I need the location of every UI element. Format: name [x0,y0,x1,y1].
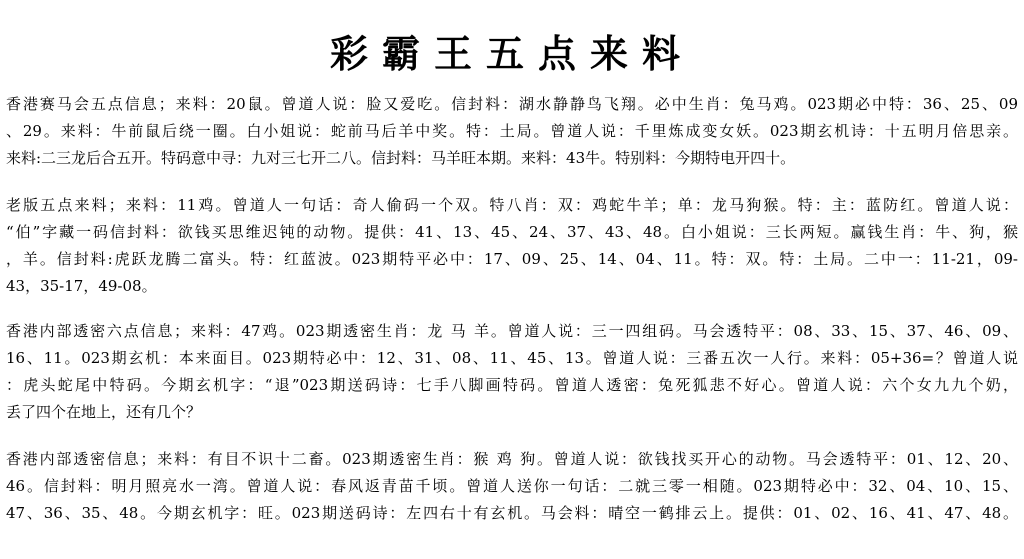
text-line: 16、11。023期玄机：本来面目。023期特必中：12、31、08、11、45、13。曾道人说：三番五次一人行。来料：05+36=？曾道人说 [6,349,1018,367]
section-hk-jockey-club [6,91,1018,172]
text-line: 来料:二三龙后合五开。特码意中寻：九对三七开二八。信封料：马羊旺本期。来料：43牛。特别料：今期特电开四十。 [6,149,796,167]
text-line: 46。信封料：明月照亮水一湾。曾道人说：春风返青苗千顷。曾道人送你一句话：二就三零一相随。023期特必中：32、04、10、15、 [6,477,1018,495]
section-hk-internal [6,446,1018,527]
text-line: 香港赛马会五点信息；来料：20鼠。曾道人说：脸又爱吃。信封料：湖水静静鸟飞翔。必中生肖：兔马鸡。023期必中特：36、25、09 [6,95,1018,113]
text-line: ：虎头蛇尾中特码。今期玄机字：“退”023期送码诗：七手八脚画特码。曾道人透密：兔死狐悲不好心。曾道人说：六个女九九个奶， [6,376,1018,394]
section-old-version [6,192,1018,300]
text-line: 43，35-17，49-08。 [6,277,157,295]
text-line: 47、36、35、48。今期玄机字：旺。023期送码诗：左四右十有玄机。马会料：晴空一鹤排云上。提供：01、02、16、41、47、48。 [6,504,1018,522]
text-line: 香港内部透密六点信息；来料：47鸡。023期透密生肖：龙 马 羊。曾道人说：三一四组码。马会透特平：08、33、15、37、46、09、 [6,322,1018,340]
text-line: 丢了四个在地上，还有几个？ [6,403,202,421]
text-line: 香港内部透密信息；来料：有目不识十二畜。023期透密生肖：猴 鸡 狗。曾道人说：欲钱找买开心的动物。马会透特平：01、12、20、 [6,450,1018,468]
text-line: ，羊。信封料:虎跃龙腾二富头。特：红蓝波。023期特平必中：17、09、25、14、04、11。特：双。特：土局。二中一：11-21，09- [6,250,1018,268]
text-line: 老版五点来料；来料：11鸡。曾道人一句话：奇人偷码一个双。特八肖：双：鸡蛇牛羊；单：龙马狗猴。特：主：蓝防红。曾道人说： [6,196,1018,214]
section-hk-internal-six [6,318,1018,426]
text-line: 、29。来料：牛前鼠后绕一圈。白小姐说：蛇前马后羊中奖。特：土局。曾道人说：千里炼成变女妖。023期玄机诗：十五明月倍思亲。 [6,122,1018,140]
text-line: “伯”字藏一码信封料：欲钱买思维迟钝的动物。提供：41、13、45、24、37、43、48。白小姐说：三长两短。赢钱生肖：牛、狗，猴 [6,223,1018,241]
page-title: 彩霸王五点来料 [329,31,694,76]
